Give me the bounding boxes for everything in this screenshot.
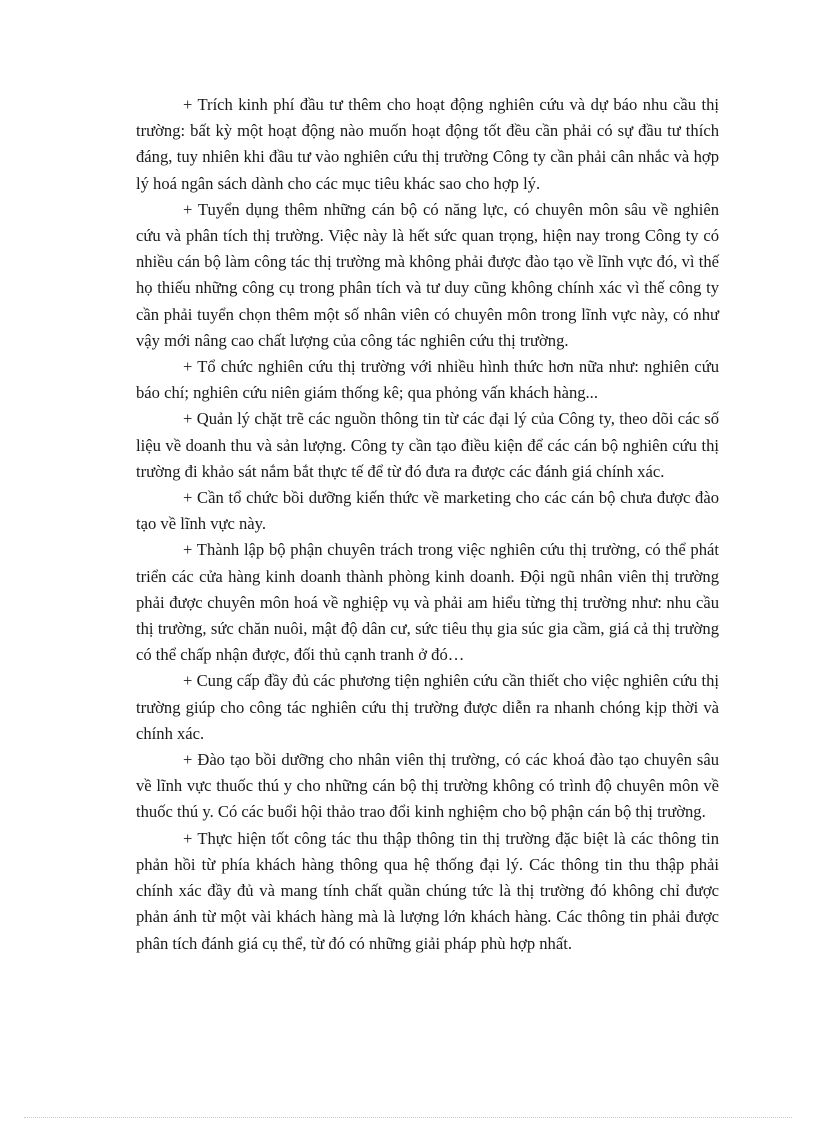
paragraph-recruitment: + Tuyển dụng thêm những cán bộ có năng lực, có chuyên môn sâu về nghiên cứu và phân tích thị trường. Việc này là hết sức quan trọng, hiện nay trong Công ty có nhiều cán bộ làm công tác thị trường mà không phải được đào tạo về lĩnh vực đó, vì thế họ thiếu những công cụ trong phân tích và tư duy cũng không chính xác vì thế công ty cần phải tuyển chọn thêm một số nhân viên có chuyên môn trong lĩnh vực này, có như vậy mới nâng cao chất lượng của công tác nghiên cứu thị trường. — [136, 199, 719, 350]
paragraph-research-equipment: + Cung cấp đầy đủ các phương tiện nghiên cứu cần thiết cho việc nghiên cứu thị trường giúp cho công tác nghiên cứu thị trường được diễn ra nhanh chóng kịp thời và chính xác. — [136, 671, 719, 743]
page-bottom-rule — [24, 1117, 792, 1118]
paragraph-marketing-training: + Cần tổ chức bồi dưỡng kiến thức về marketing cho các cán bộ chưa được đào tạo về lĩnh vực này. — [136, 488, 719, 534]
paragraph-information-management: + Quản lý chặt trẽ các nguồn thông tin từ các đại lý của Công ty, theo dõi các số liệu về doanh thu và sản lượng. Công ty cần tạo điều kiện để các cán bộ nghiên cứu thị trường đi khảo sát nắm bắt thực tế để từ đó đưa ra được các đánh giá chính xác. — [136, 409, 719, 481]
document-body — [136, 92, 719, 957]
paragraph-dedicated-department: + Thành lập bộ phận chuyên trách trong việc nghiên cứu thị trường, có thể phát triển các cửa hàng kinh doanh thành phòng kinh doanh. Đội ngũ nhân viên thị trường phải được chuyên môn hoá về nghiệp vụ và phải am hiểu từng thị trường như: nhu cầu thị trường, sức chăn nuôi, mật độ dân cư, sức tiêu thụ gia súc gia cầm, giá cả thị trường có thể chấp nhận được, đối thủ cạnh tranh ở đó… — [136, 540, 719, 665]
paragraph-staff-training: + Đào tạo bồi dưỡng cho nhân viên thị trường, có các khoá đào tạo chuyên sâu về lĩnh vực thuốc thú y cho những cán bộ thị trường không có trình độ chuyên môn về thuốc thú y. Có các buổi hội thảo trao đổi kinh nghiệm cho bộ phận cán bộ thị trường. — [136, 750, 719, 822]
paragraph-research-methods: + Tổ chức nghiên cứu thị trường với nhiều hình thức hơn nữa như: nghiên cứu báo chí; nghiên cứu niên giám thống kê; qua phỏng vấn khách hàng... — [136, 357, 719, 403]
paragraph-information-collection: + Thực hiện tốt công tác thu thập thông tin thị trường đặc biệt là các thông tin phản hồi từ phía khách hàng thông qua hệ thống đại lý. Các thông tin thu thập phải chính xác đầy đủ và mang tính chất quần chúng tức là thị trường đó không chỉ được phản ánh từ một vài khách hàng mà là lượng lớn khách hàng. Các thông tin phải được phân tích đánh giá cụ thể, từ đó có những giải pháp phù hợp nhất. — [136, 828, 719, 953]
paragraph-budget: + Trích kinh phí đầu tư thêm cho hoạt động nghiên cứu và dự báo nhu cầu thị trường: bất kỳ một hoạt động nào muốn hoạt động tốt đều cần phải có sự đầu tư thích đáng, tuy nhiên khi đầu tư vào nghiên cứu thị trường Công ty cần phải cân nhắc và hợp lý hoá ngân sách dành cho các mục tiêu khác sao cho hợp lý. — [136, 95, 719, 193]
